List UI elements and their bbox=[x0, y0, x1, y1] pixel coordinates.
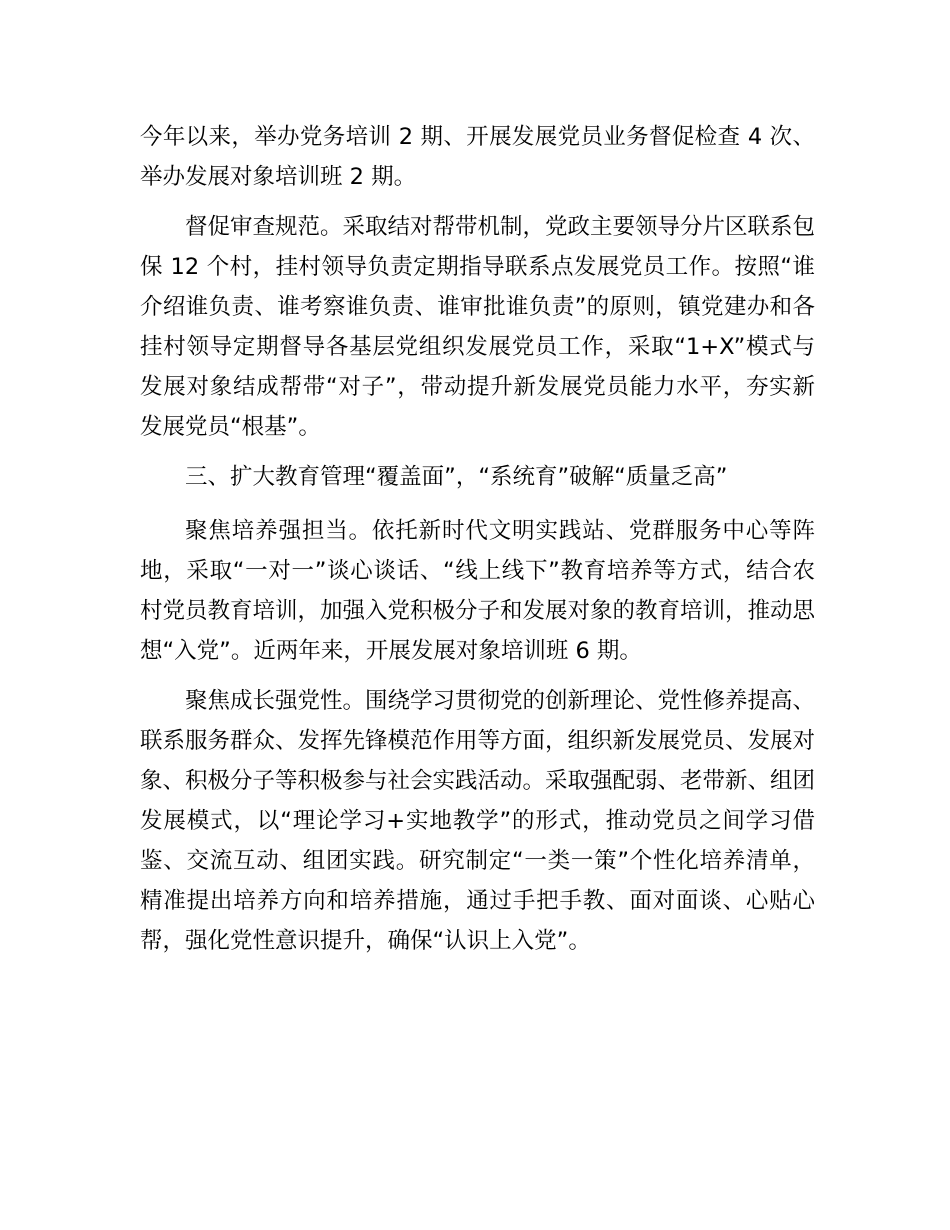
section-heading-education-management: 三、扩大教育管理“覆盖面”，“系统育”破解“质量乏高” bbox=[185, 464, 728, 490]
paragraph-training-summary: 今年以来，举办党务培训 2 期、开展发展党员业务督促检查 4 次、举办发展对象培训班 2 期。 bbox=[140, 124, 815, 190]
paragraph-review-standards: 督促审查规范。采取结对帮带机制，党政主要领导分片区联系包保 12 个村，挂村领导负责定期指导联系点发展党员工作。按照“谁介绍谁负责、谁考察谁负责、谁审批谁负责”的原则，镇党建办和各挂村领导定期督导各基层党组织发展党员工作，采取“1+X”模式与发展对象结成帮带“对子”，带动提升新发展党员能力水平，夯实新发展党员“根基”。 bbox=[140, 214, 816, 440]
document-body bbox=[140, 117, 815, 971]
paragraph-party-spirit-growth: 聚焦成长强党性。围绕学习贯彻党的创新理论、党性修养提高、联系服务群众、发挥先锋模范作用等方面，组织新发展党员、发展对象、积极分子等积极参与社会实践活动。采取强配弱、老带新、组团发展模式，以“理论学习+实地教学”的形式，推动党员之间学习借鉴、交流互动、组团实践。研究制定“一类一策”个性化培养清单，精准提出培养方向和培养措施，通过手把手教、面对面谈、心贴心帮，强化党性意识提升，确保“认识上入党”。 bbox=[140, 688, 816, 954]
paragraph-training-responsibility: 聚焦培养强担当。依托新时代文明实践站、党群服务中心等阵地，采取“一对一”谈心谈话、“线上线下”教育培养等方式，结合农村党员教育培训，加强入党积极分子和发展对象的教育培训，推动思想“入党”。近两年来，开展发展对象培训班 6 期。 bbox=[140, 518, 816, 664]
